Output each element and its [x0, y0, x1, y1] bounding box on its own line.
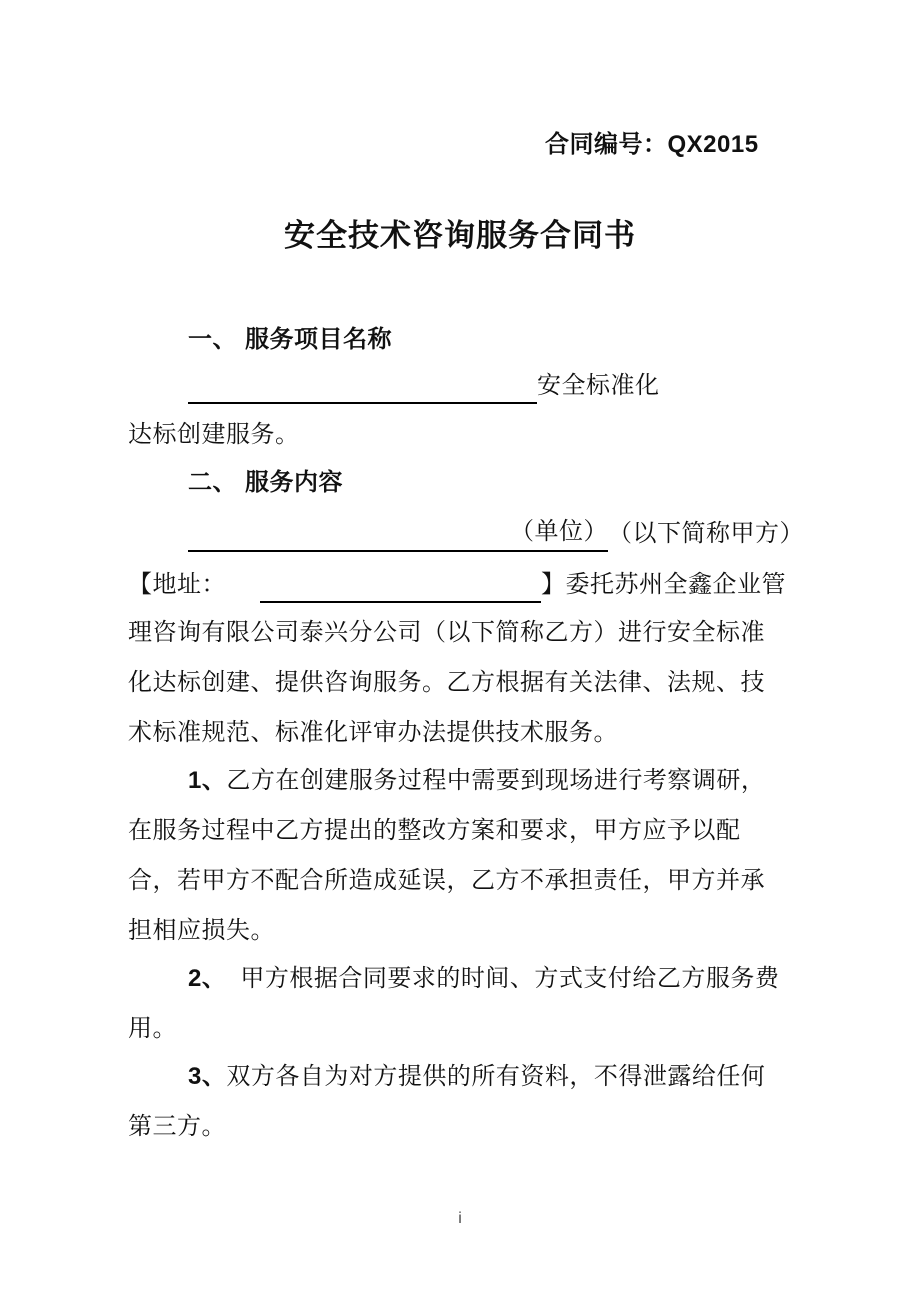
section-1-heading-label: 服务项目名称	[245, 326, 392, 353]
section-2-marker: 二、	[188, 469, 237, 496]
service-name-line	[188, 366, 660, 402]
party-a-line	[188, 514, 804, 550]
clause-3-marker: 3、	[188, 1063, 227, 1090]
blank-underline-address	[260, 565, 541, 603]
body-line: 化达标创建、提供咨询服务。乙方根据有关法律、法规、技	[128, 669, 765, 696]
section-1-marker: 一、	[188, 326, 237, 353]
document-title: 安全技术咨询服务合同书	[284, 218, 636, 253]
clause-1-line: 担相应损失。	[128, 917, 275, 944]
address-suffix: 】委托苏州全鑫企业管	[541, 571, 786, 598]
contract-number: 合同编号：QX2015	[545, 131, 759, 158]
service-name-suffix: 安全标准化	[537, 372, 660, 399]
clause-3-text: 双方各自为对方提供的所有资料，不得泄露给任何	[226, 1063, 766, 1090]
address-prefix: 【地址：	[128, 571, 226, 598]
blank-underline-service-name	[188, 366, 537, 404]
clause-1-marker: 1、	[188, 767, 227, 794]
section-1-heading	[188, 322, 392, 358]
clause-2-text: 甲方根据合同要求的时间、方式支付给乙方服务费	[240, 965, 780, 992]
clause-2-line: 用。	[128, 1015, 177, 1042]
address-line	[128, 565, 786, 601]
section-2-heading-label: 服务内容	[245, 469, 343, 496]
clause-2-line	[188, 961, 779, 997]
page-number: i	[458, 1210, 462, 1227]
section-2-heading	[188, 465, 343, 501]
clause-3-line	[188, 1059, 765, 1095]
unit-label: （单位）	[510, 514, 608, 552]
clause-3-line: 第三方。	[128, 1113, 226, 1140]
clause-1-text: 乙方在创建服务过程中需要到现场进行考察调研，	[226, 767, 766, 794]
blank-underline-party-a-name	[188, 514, 510, 552]
service-name-continuation: 达标创建服务。	[128, 421, 300, 448]
body-line: 术标准规范、标准化评审办法提供技术服务。	[128, 719, 618, 746]
clause-1-line: 在服务过程中乙方提出的整改方案和要求，甲方应予以配	[128, 817, 741, 844]
party-a-label: （以下简称甲方）	[608, 520, 804, 547]
clause-1-line	[188, 763, 765, 799]
body-line: 理咨询有限公司泰兴分公司（以下简称乙方）进行安全标准	[128, 619, 765, 646]
clause-1-line: 合，若甲方不配合所造成延误，乙方不承担责任，甲方并承	[128, 867, 765, 894]
clause-2-marker: 2、	[188, 965, 227, 992]
